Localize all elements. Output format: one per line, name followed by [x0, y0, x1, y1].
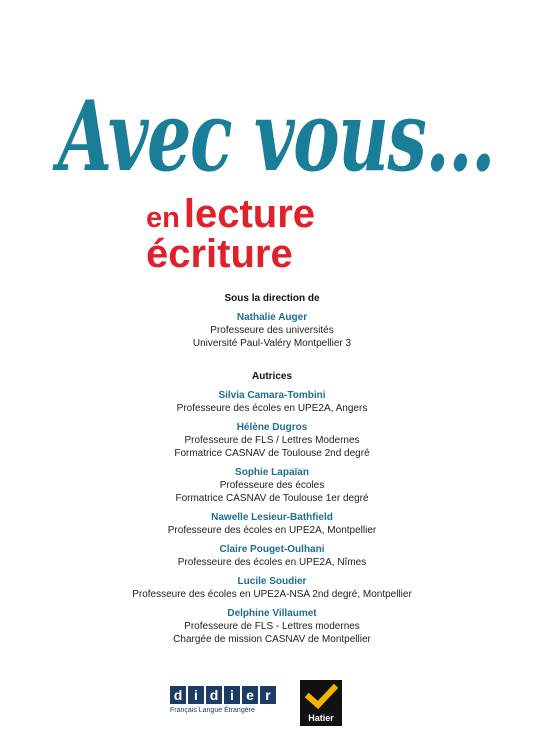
subtitle-ecriture: écriture	[146, 232, 293, 276]
author-entry	[0, 511, 544, 537]
author-entry	[0, 543, 544, 569]
director-name: Nathalie Auger	[236, 312, 308, 323]
author-name: Delphine Villaumet	[227, 608, 317, 619]
author-name: Hélène Dugros	[236, 422, 308, 433]
author-entry	[0, 607, 544, 646]
author-line: Professeure des écoles en UPE2A, Nîmes	[177, 557, 367, 568]
author-line: Professeure des écoles en UPE2A, Angers	[176, 403, 368, 414]
author-name: Claire Pouget-Oulhani	[219, 544, 325, 555]
author-line: Formatrice CASNAV de Toulouse 1er degré	[175, 493, 369, 504]
author-line: Professeure de FLS - Lettres modernes	[184, 621, 360, 632]
director	[0, 311, 544, 350]
title-handwritten	[52, 62, 502, 202]
author-line: Professeure des écoles en UPE2A, Montpellier	[167, 525, 377, 536]
author-line: Professeure des écoles	[219, 480, 325, 491]
author-line: Formatrice CASNAV de Toulouse 2nd degré	[174, 448, 370, 459]
publisher-logos	[0, 680, 544, 728]
director-line: Professeure des universités	[210, 325, 334, 336]
didier-subtitle: Français Langue Étrangère	[170, 707, 255, 714]
author-name: Sophie Lapaïan	[235, 467, 309, 478]
authors-heading: Autrices	[251, 371, 292, 382]
author-line: Chargée de mission CASNAV de Montpellier	[173, 634, 371, 645]
didier-logo	[170, 686, 282, 722]
author-line: Professeure des écoles en UPE2A-NSA 2nd degré, Montpellier	[132, 589, 412, 600]
hatier-wordmark: Hatier	[308, 713, 334, 723]
subtitle-line1	[146, 192, 315, 237]
didier-wordmark: d i d i e r	[170, 686, 282, 704]
author-entry	[0, 575, 544, 601]
author-name: Nawelle Lesieur-Bathfield	[211, 512, 333, 523]
credits-block	[0, 292, 544, 652]
subtitle-en: en	[146, 202, 180, 234]
hatier-logo	[300, 680, 342, 726]
author-entry	[0, 466, 544, 505]
author-entry	[0, 389, 544, 415]
author-entry	[0, 421, 544, 460]
direction-heading: Sous la direction de	[224, 293, 320, 304]
author-name: Lucile Soudier	[237, 576, 307, 587]
author-name: Silvia Camara-Tombini	[218, 390, 326, 401]
director-line: Université Paul-Valéry Montpellier 3	[192, 338, 352, 349]
checkmark-icon	[300, 682, 342, 712]
author-line: Professeure de FLS / Lettres Modernes	[184, 435, 360, 446]
subtitle-lecture: lecture	[183, 192, 316, 236]
title-main-text: Avec vous...	[52, 80, 495, 193]
